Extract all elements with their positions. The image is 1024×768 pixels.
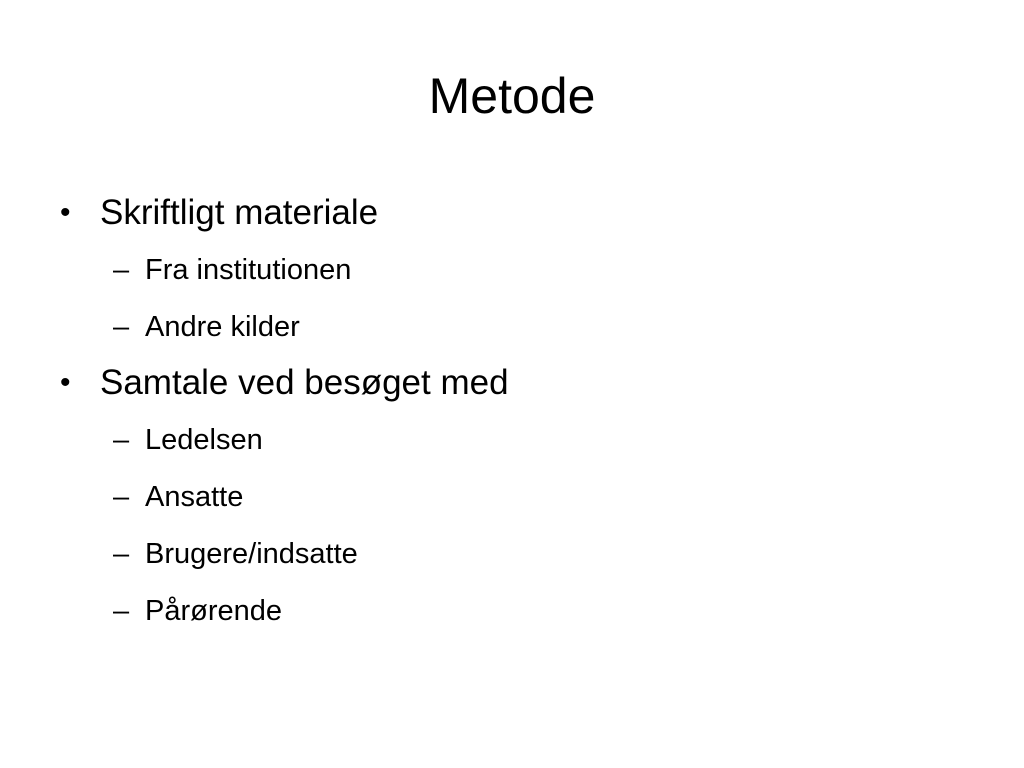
sub-marker: – (113, 595, 130, 627)
bullet-marker: • (60, 366, 71, 399)
bullet-list (60, 186, 960, 640)
sub-marker: – (113, 424, 130, 456)
sub-list (60, 412, 960, 640)
sub-text: Ansatte (145, 481, 244, 513)
bullet-text: Samtale ved besøget med (100, 363, 509, 402)
sub-text: Andre kilder (145, 311, 300, 343)
sub-marker: – (113, 481, 130, 513)
sub-text: Brugere/indsatte (145, 538, 358, 570)
sub-text: Fra institutionen (145, 254, 352, 286)
sub-item (60, 469, 960, 526)
sub-text: Ledelsen (145, 424, 263, 456)
sub-item (60, 412, 960, 469)
sub-text: Pårørende (145, 595, 283, 627)
bullet-marker: • (60, 196, 71, 229)
bullet-text: Skriftligt materiale (100, 193, 379, 232)
sub-list (60, 242, 960, 356)
sub-item (60, 242, 960, 299)
sub-item (60, 583, 960, 640)
sub-marker: – (113, 254, 130, 286)
bullet-item (60, 186, 960, 240)
sub-marker: – (113, 311, 130, 343)
slide-title: Metode (428, 68, 596, 124)
bullet-group (60, 186, 960, 356)
bullet-item (60, 356, 960, 410)
bullet-group (60, 356, 960, 640)
sub-item (60, 299, 960, 356)
sub-item (60, 526, 960, 583)
sub-marker: – (113, 538, 130, 570)
